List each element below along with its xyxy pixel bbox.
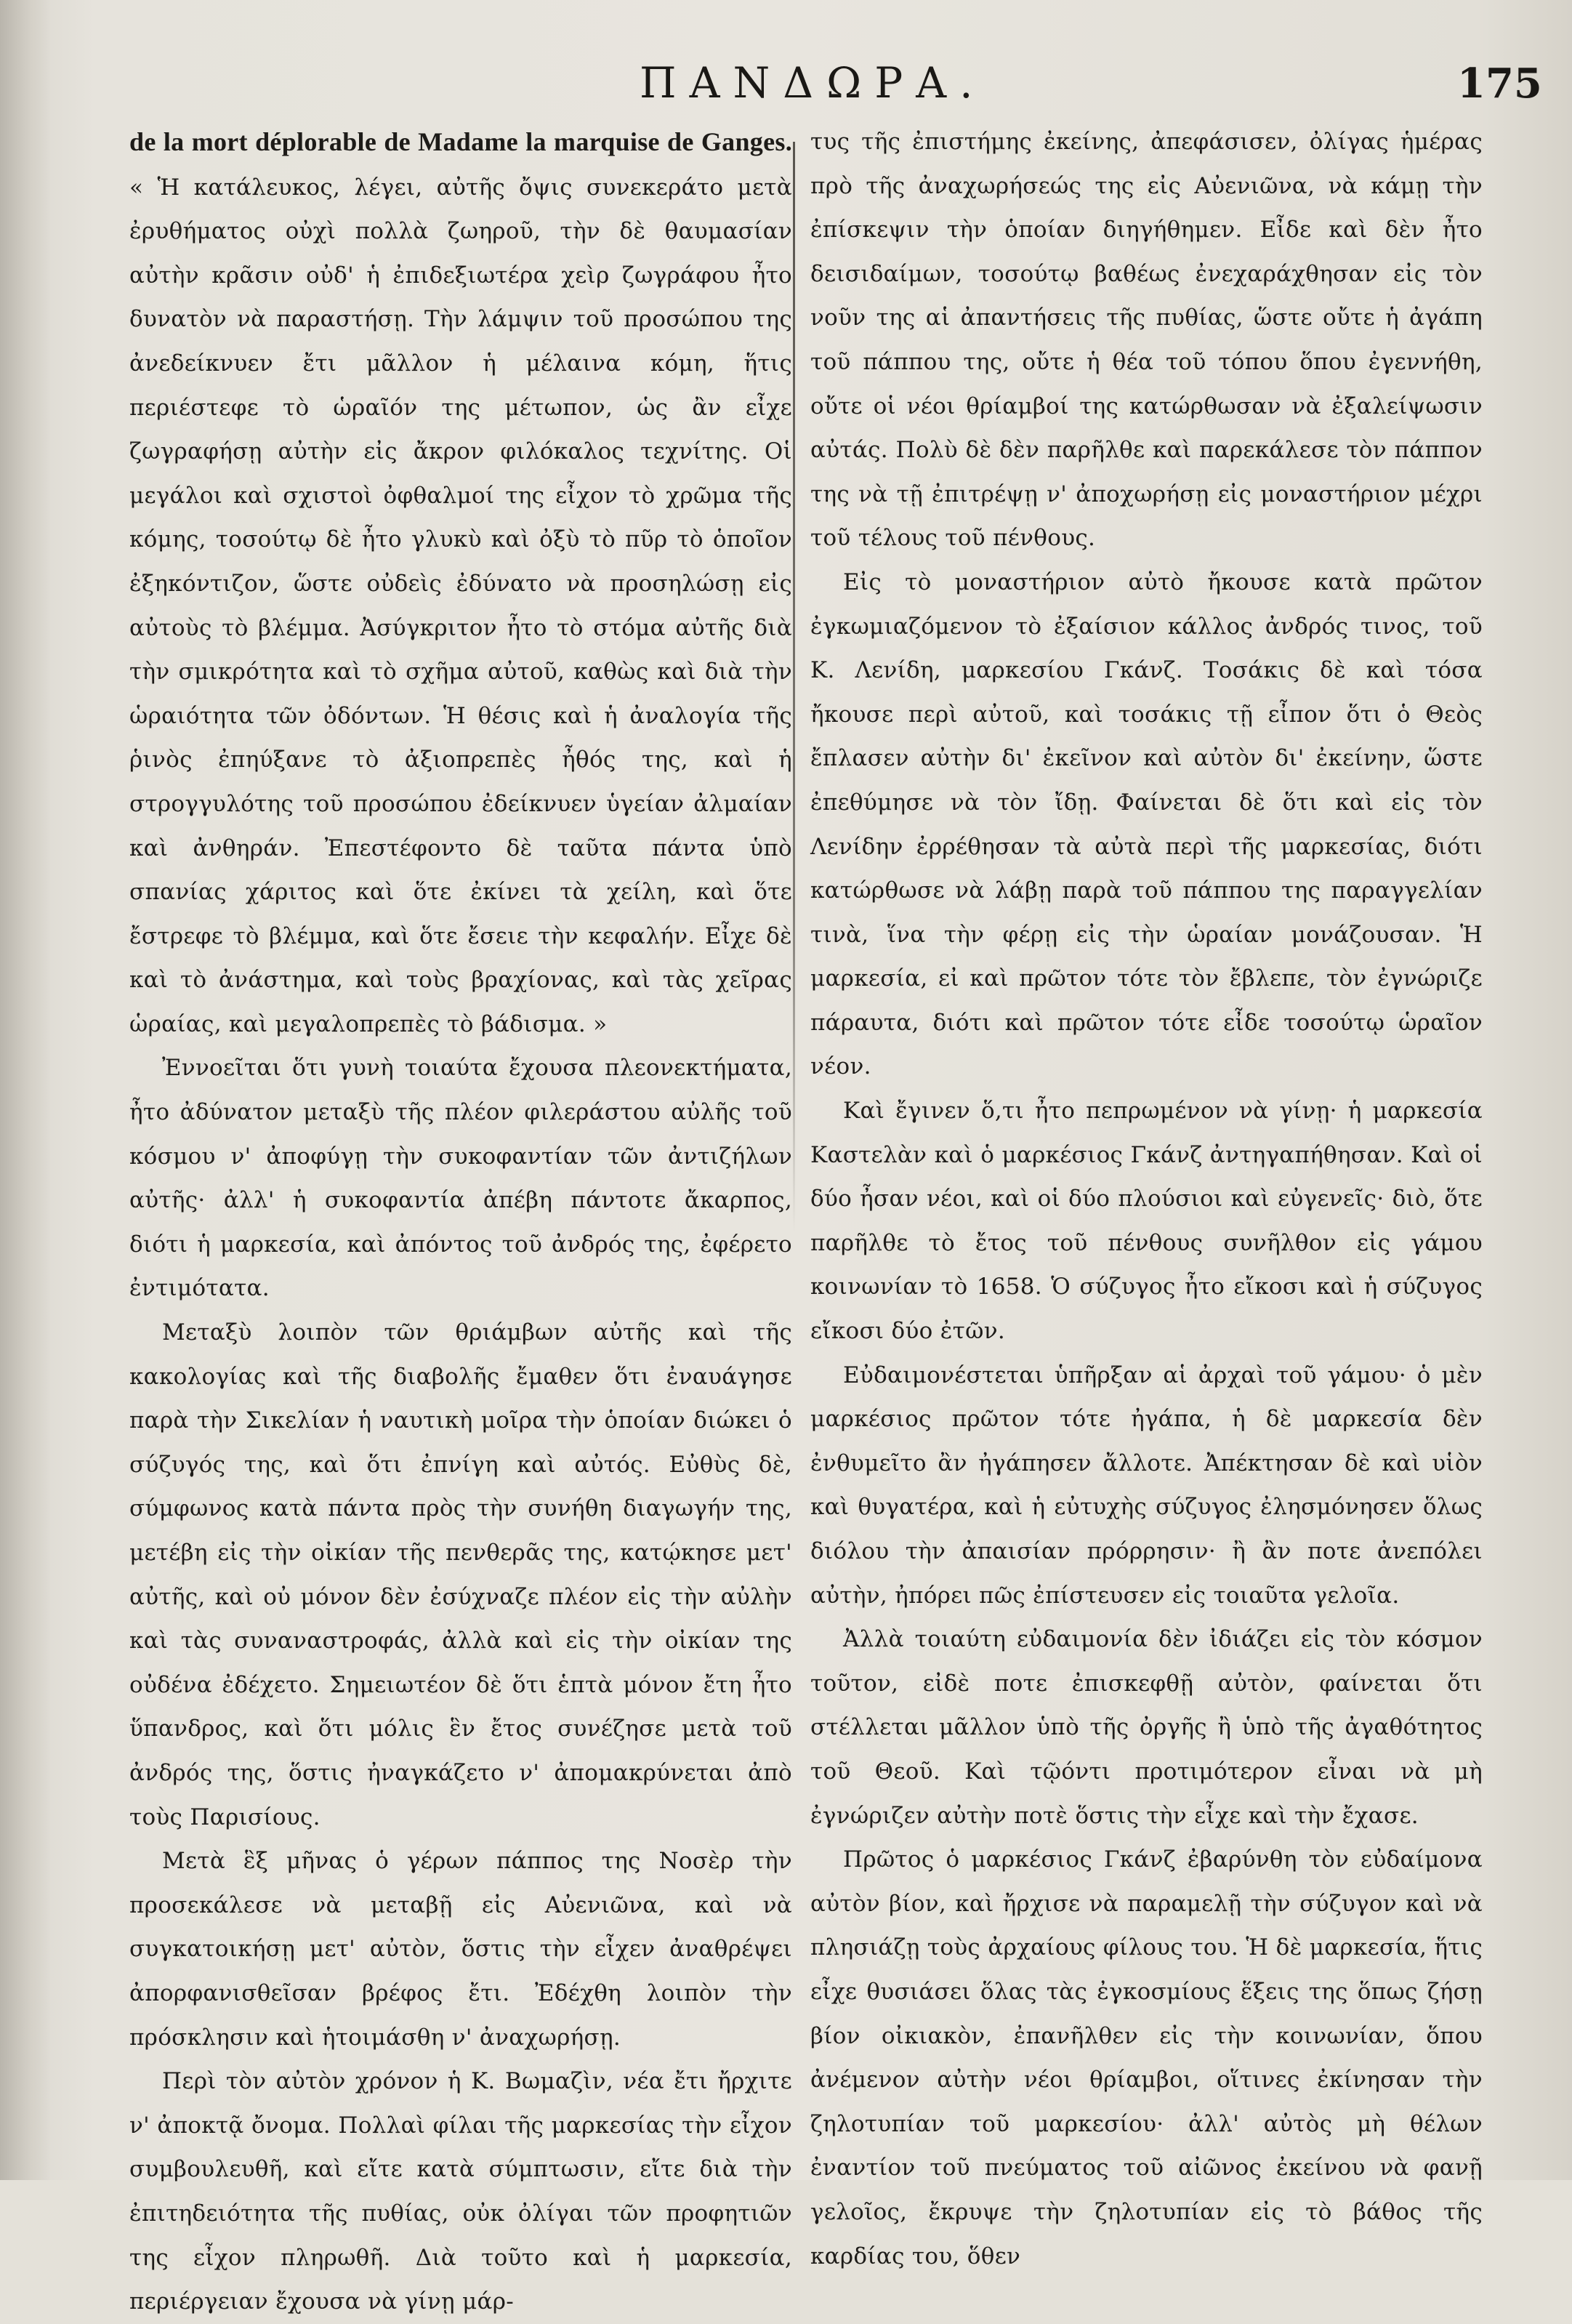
page-header [0, 51, 1572, 116]
right-paragraph-6: Πρῶτος ὁ μαρκέσιος Γκάνζ ἐβαρύνθη τὸν εὐδαίμονα αὐτὸν βίον, καὶ ἤρχισε νὰ παραμελῇ τὴν σύζυγον καὶ νὰ πλησιάζῃ τοὺς ἀρχαίους φίλους του. Ἡ δὲ μαρκεσία, ἥτις εἶχε θυσιάσει ὅλας τὰς ἐγκοσμίους ἕξεις της ὅπως ζήσῃ βίον οἰκιακὸν, ἐπανῆλθεν εἰς τὴν κοινωνίαν, ὅπου ἀνέμενον αὐτὴν νέοι θρίαμβοι, οἵτινες ἐκίνησαν τὴν ζηλοτυπίαν τοῦ μαρκεσίου· ἀλλ' αὐτὸς μὴ θέλων ἐναντίον τοῦ πνεύματος τοῦ αἰῶνος ἐκείνου νὰ φανῇ γελοῖος, ἔκρυψε τὴν ζηλοτυπίαν εἰς τὸ βάθος τῆς καρδίας του, ὅθεν [810, 1846, 1483, 2269]
right-paragraph-1: τυς τῆς ἐπιστήμης ἐκείνης, ἀπεφάσισεν, ὀλίγας ἡμέρας πρὸ τῆς ἀναχωρήσεώς της εἰς Αὐενιῶνα, νὰ κάμῃ τὴν ἐπίσκεψιν τὴν ὁποίαν διηγήθημεν. Εἶδε καὶ δὲν ἦτο δεισιδαίμων, τοσούτῳ βαθέως ἐνεχαράχθησαν εἰς τὸν νοῦν της αἱ ἀπαντήσεις τῆς πυθίας, ὥστε οὔτε ἡ ἀγάπη τοῦ πάππου της, οὔτε ἡ θέα τοῦ τόπου ὅπου ἐγεννήθη, οὔτε οἱ νέοι θρίαμβοί της κατώρθωσαν νὰ ἐξαλείψωσιν αὐτάς. Πολὺ δὲ δὲν παρῆλθε καὶ παρεκάλεσε τὸν πάππον της νὰ τῇ ἐπιτρέψῃ ν' ἀποχωρήσῃ εἰς μοναστήριον μέχρι τοῦ τέλους τοῦ πένθους. [810, 129, 1483, 552]
left-paragraph-2: Ἐννοεῖται ὅτι γυνὴ τοιαύτα ἔχουσα πλεονεκτήματα, ἦτο ἀδύνατον μεταξὺ τῆς πλέον φιλεράστου αὐλῆς τοῦ κόσμου ν' ἀποφύγῃ τὴν συκοφαντίαν τῶν ἀντιζήλων αὐτῆς· ἀλλ' ἡ συκοφαντία ἀπέβη πάντοτε ἄκαρπος, διότι ἡ μαρκεσία, καὶ ἀπόντος τοῦ ἀνδρός της, ἐφέρετο ἐντιμότατα. [129, 1055, 792, 1302]
spine-shadow [0, 0, 51, 2180]
left-paragraph-1 [129, 120, 792, 1046]
right-paragraph-5: Ἀλλὰ τοιαύτη εὐδαιμονία δὲν ἰδιάζει εἰς τὸν κόσμον τοῦτον, εἰδὲ ποτε ἐπισκεφθῇ αὐτὸν, φαίνεται ὅτι στέλλεται μᾶλλον ὑπὸ τῆς ὀργῆς ἢ ὑπὸ τῆς ἀγαθότητος τοῦ Θεοῦ. Καὶ τῷόντι προτιμότερον εἶναι νὰ μὴ ἐγνώριζεν αὐτὴν ποτὲ ὅστις τὴν εἶχε καὶ τὴν ἔχασε. [810, 1626, 1483, 1829]
running-title: ΠΑΝΔΩΡΑ. [640, 58, 986, 108]
left-column [129, 120, 792, 2324]
left-paragraph-3: Μεταξὺ λοιπὸν τῶν θριάμβων αὐτῆς καὶ τῆς κακολογίας καὶ τῆς διαβολῆς ἔμαθεν ὅτι ἐναυάγησε παρὰ τὴν Σικελίαν ἡ ναυτικὴ μοῖρα τὴν ὁποίαν διώκει ὁ σύζυγός της, καὶ ὅτι ἐπνίγη καὶ αὐτός. Εὐθὺς δὲ, σύμφωνος κατὰ πάντα πρὸς τὴν συνήθη διαγωγήν της, μετέβη εἰς τὴν οἰκίαν τῆς πενθερᾶς της, κατῴκησε μετ' αὐτῆς, καὶ οὐ μόνον δὲν ἐσύχναζε πλέον εἰς τὴν αὐλὴν καὶ τὰς συναναστροφάς, ἀλλὰ καὶ εἰς τὴν οἰκίαν της οὐδένα ἐδέχετο. Σημειωτέον δὲ ὅτι ἑπτὰ μόνον ἔτη ἦτο ὕπανδρος, καὶ ὅτι μόλις ἓν ἔτος συνέζησε μετὰ τοῦ ἀνδρός της, ὅστις ἠναγκάζετο ν' ἀπομακρύνεται ἀπὸ τοὺς Παρισίους. [129, 1319, 792, 1830]
left-paragraph-5: Περὶ τὸν αὐτὸν χρόνον ἡ Κ. Βωμαζὶν, νέα ἔτι ἤρχιτε ν' ἀποκτᾷ ὄνομα. Πολλαὶ φίλαι τῆς μαρκεσίας τὴν εἶχον συμβουλευθῆ, καὶ εἴτε κατὰ σύμπτωσιν, εἴτε διὰ τὴν ἐπιτηδειότητα τῆς πυθίας, οὐκ ὀλίγαι τῶν προφητιῶν της εἶχον πληρωθῆ. Διὰ τοῦτο καὶ ἡ μαρκεσία, περιέργειαν ἔχουσα νὰ γίνῃ μάρ- [129, 2068, 792, 2315]
left-paragraph-4: Μετὰ ἓξ μῆνας ὁ γέρων πάππος της Νοσὲρ τὴν προσεκάλεσε νὰ μεταβῇ εἰς Αὐενιῶνα, καὶ νὰ συγκατοικήσῃ μετ' αὐτὸν, ὅστις τὴν εἶχεν ἀναθρέψει ἀπορφανισθεῖσαν βρέφος ἔτι. Ἐδέχθη λοιπὸν τὴν πρόσκλησιν καὶ ἡτοιμάσθη ν' ἀναχωρήσῃ. [129, 1848, 792, 2051]
left-paragraph-1-text: « Ἡ κατάλευκος, λέγει, αὐτῆς ὄψις συνεκεράτο μετὰ ἐρυθήματος οὐχὶ πολλὰ ζωηροῦ, τὴν δὲ θαυμασίαν αὐτὴν κρᾶσιν οὐδ' ἡ ἐπιδεξιωτέρα χεὶρ ζωγράφου ἦτο δυνατὸν νὰ παραστήσῃ. Τὴν λάμψιν τοῦ προσώπου της ἀνεδείκνυεν ἔτι μᾶλλον ἡ μέλαινα κόμη, ἥτις περιέστεφε τὸ ὡραῖόν της μέτωπον, ὡς ἂν εἶχε ζωγραφήσῃ αὐτὴν εἰς ἄκρον φιλόκαλος τεχνίτης. Οἱ μεγάλοι καὶ σχιστοὶ ὀφθαλμοί της εἶχον τὸ χρῶμα τῆς κόμης, τοσούτῳ δὲ ἦτο γλυκὺ καὶ ὀξὺ τὸ πῦρ τὸ ὁποῖον ἐξηκόντιζον, ὥστε οὐδεὶς ἐδύνατο νὰ προσηλώσῃ εἰς αὐτοὺς τὸ βλέμμα. Ἀσύγκριτον ἦτο τὸ στόμα αὐτῆς διὰ τὴν σμικρότητα καὶ τὸ σχῆμα αὐτοῦ, καθὼς καὶ διὰ τὴν ὡραιότητα τῶν ὀδόντων. Ἡ θέσις καὶ ἡ ἀναλογία τῆς ῥινὸς ἐπηύξανε τὸ ἀξιοπρεπὲς ἦθός της, καὶ ἡ στρογγυλότης τοῦ προσώπου ἐδείκνυεν ὑγείαν ἀλμαίαν καὶ ἀνθηράν. Ἐπεστέφοντο δὲ ταῦτα πάντα ὑπὸ σπανίας χάριτος καὶ ὅτε ἐκίνει τὰ χείλη, καὶ ὅτε ἔστρεφε τὸ βλέμμα, καὶ ὅτε ἔσειε τὴν κεφαλήν. Εἶχε δὲ καὶ τὸ ἀνάστημα, καὶ τοὺς βραχίονας, καὶ τὰς χεῖρας ὡραίας, καὶ μεγαλοπρεπὲς τὸ βάδισμα. » [129, 174, 792, 1037]
column-divider [793, 142, 795, 1232]
page-number: 175 [1457, 60, 1542, 108]
right-paragraph-3: Καὶ ἔγινεν ὅ,τι ἦτο πεπρωμένον νὰ γίνῃ· ἡ μαρκεσία Καστελὰν καὶ ὁ μαρκέσιος Γκάνζ ἀντηγαπήθησαν. Καὶ οἱ δύο ἦσαν νέοι, καὶ οἱ δύο πλούσιοι καὶ εὐγενεῖς· διὸ, ὅτε παρῆλθε τὸ ἔτος τοῦ πένθους συνῆλθον εἰς γάμου κοινωνίαν τὸ 1658. Ὁ σύζυγος ἦτο εἴκοσι καὶ ἡ σύζυγος εἴκοσι δύο ἐτῶν. [810, 1098, 1483, 1345]
right-column [810, 120, 1483, 2278]
french-title-phrase: de la mort déplorable de Madame la marquise de Ganges. [129, 127, 792, 156]
right-paragraph-2: Εἰς τὸ μοναστήριον αὐτὸ ἤκουσε κατὰ πρῶτον ἐγκωμιαζόμενον τὸ ἐξαίσιον κάλλος ἀνδρός τινος, τοῦ Κ. Λενίδη, μαρκεσίου Γκάνζ. Τοσάκις δὲ καὶ τόσα ἤκουσε περὶ αὐτοῦ, καὶ τοσάκις τῇ εἶπον ὅτι ὁ Θεὸς ἔπλασεν αὐτὴν δι' ἐκεῖνον καὶ αὐτὸν δι' ἐκείνην, ὥστε ἐπεθύμησε νὰ τὸν ἴδῃ. Φαίνεται δὲ ὅτι καὶ εἰς τὸν Λενίδην ἐρρέθησαν τὰ αὐτὰ περὶ τῆς μαρκεσίας, διότι κατώρθωσε νὰ λάβῃ παρὰ τοῦ πάππου της παραγγελίαν τινὰ, ἵνα τὴν φέρῃ εἰς τὴν ὡραίαν μονάζουσαν. Ἡ μαρκεσία, εἰ καὶ πρῶτον τότε τὸν ἔβλεπε, τὸν ἐγνώριζε πάραυτα, διότι καὶ πρῶτον τότε εἶδε τοσούτῳ ὡραῖον νέον. [810, 568, 1483, 1080]
right-paragraph-4: Εὐδαιμονέστεται ὑπῆρξαν αἱ ἀρχαὶ τοῦ γάμου· ὁ μὲν μαρκέσιος πρῶτον τότε ἠγάπα, ἡ δὲ μαρκεσία δὲν ἐνθυμεῖτο ἂν ἠγάπησεν ἄλλοτε. Ἀπέκτησαν δὲ καὶ υἱὸν καὶ θυγατέρα, καὶ ἡ εὐτυχὴς σύζυγος ἐλησμόνησεν ὅλως διόλου τὴν ἀπαισίαν πρόρρησιν· ἢ ἂν ποτε ἀνεπόλει αὐτὴν, ἠπόρει πῶς ἐπίστευσεν εἰς τοιαῦτα γελοῖα. [810, 1362, 1483, 1609]
